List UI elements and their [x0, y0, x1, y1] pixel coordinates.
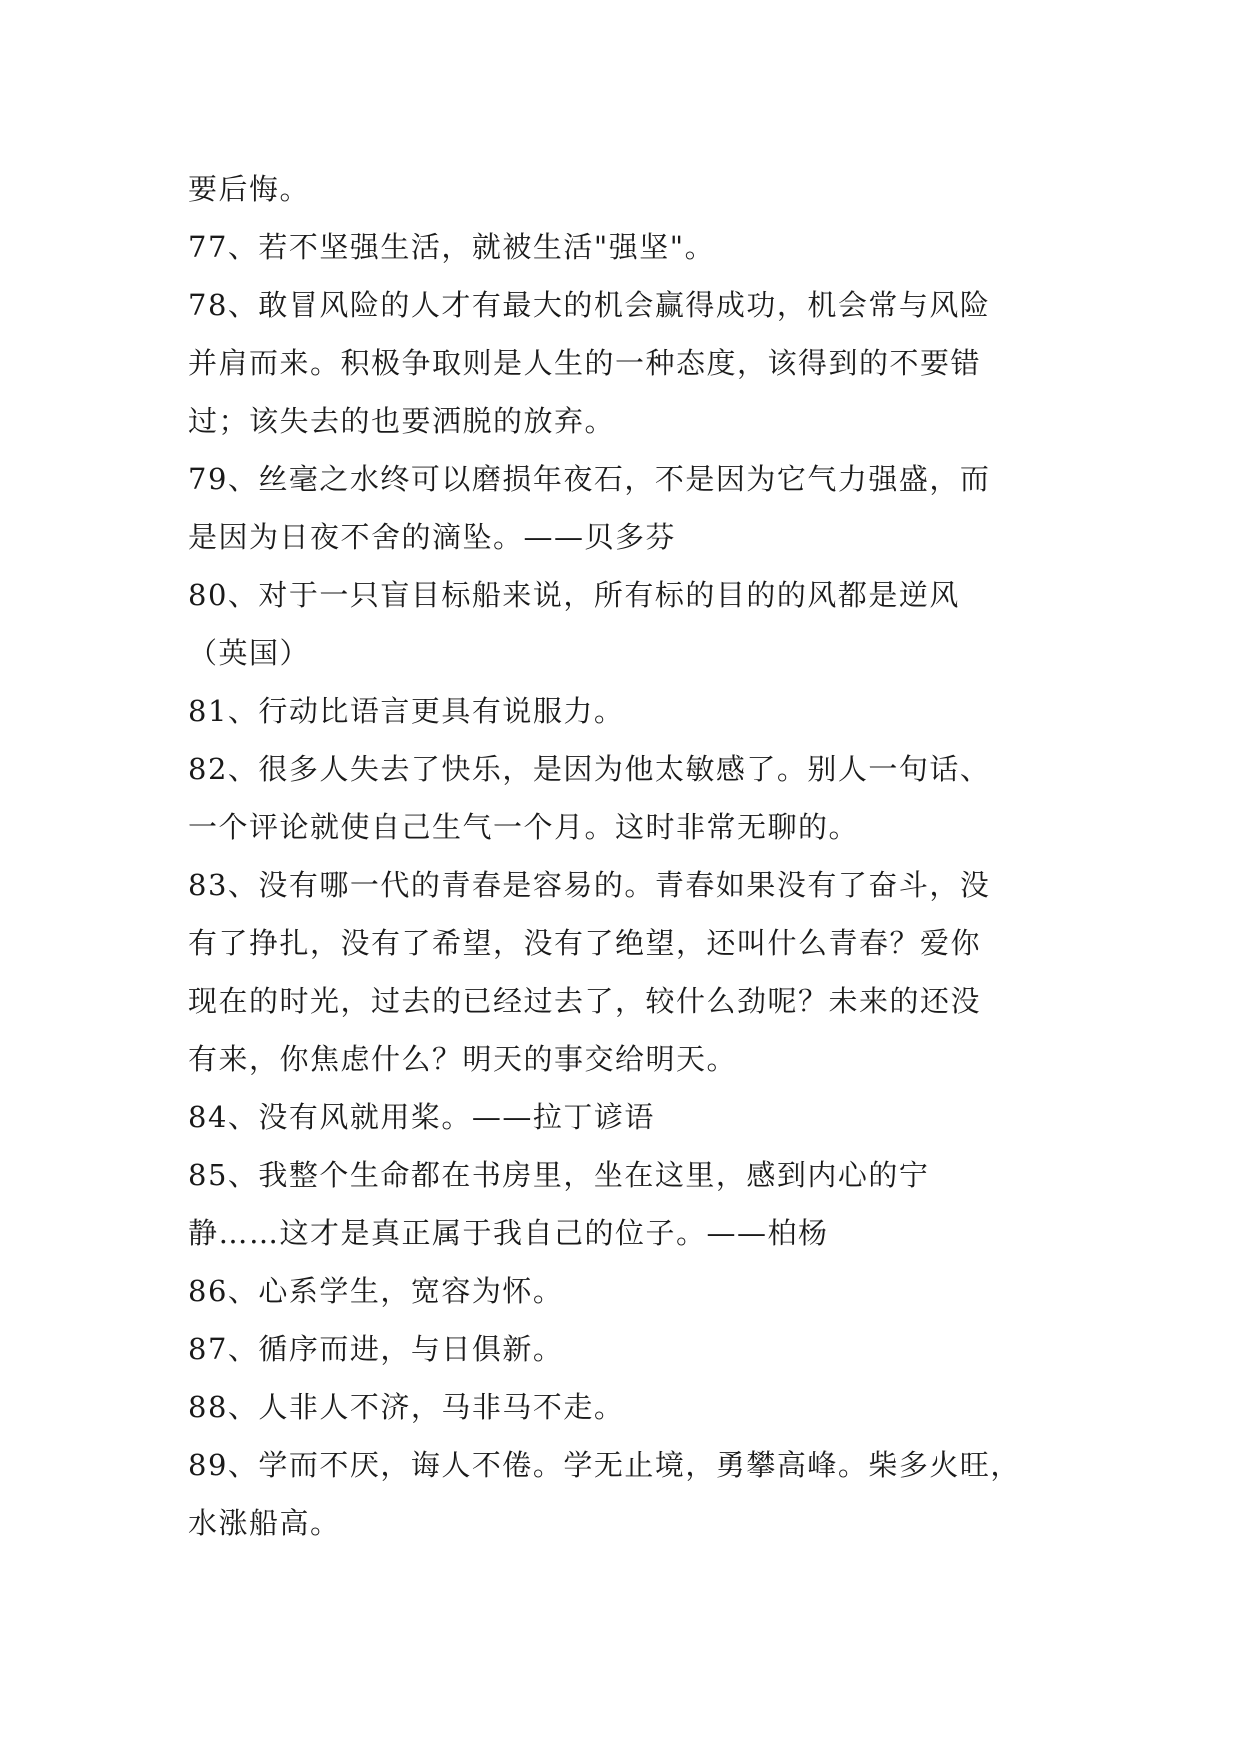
- text-line-23: 89、学而不厌，诲人不倦。学无止境，勇攀高峰。柴多火旺，: [188, 1448, 1021, 1482]
- text-line-11: 82、很多人失去了快乐，是因为他太敏感了。别人一句话、: [188, 752, 991, 786]
- text-line-7: 是因为日夜不舍的滴坠。——贝多芬: [188, 520, 677, 554]
- text-line-16: 有来，你焦虑什么？明天的事交给明天。: [188, 1042, 738, 1076]
- text-line-17: 84、没有风就用桨。——拉丁谚语: [188, 1100, 655, 1134]
- text-line-22: 88、人非人不济，马非马不走。: [188, 1390, 625, 1424]
- text-line-6: 79、丝毫之水终可以磨损年夜石，不是因为它气力强盛，而: [188, 462, 991, 496]
- text-line-21: 87、循序而进，与日俱新。: [188, 1332, 564, 1366]
- text-line-10: 81、行动比语言更具有说服力。: [188, 694, 625, 728]
- text-line-20: 86、心系学生，宽容为怀。: [188, 1274, 564, 1308]
- text-line-24: 水涨船高。: [188, 1506, 341, 1540]
- text-line-15: 现在的时光，过去的已经过去了，较什么劲呢？未来的还没: [188, 984, 982, 1018]
- text-line-12: 一个评论就使自己生气一个月。这时非常无聊的。: [188, 810, 860, 844]
- text-line-14: 有了挣扎，没有了希望，没有了绝望，还叫什么青春？爱你: [188, 926, 982, 960]
- text-body: [188, 160, 1068, 1552]
- text-line-2: 77、若不坚强生活，就被生活"强坚"。: [188, 230, 716, 264]
- text-line-19: 静……这才是真正属于我自己的位子。——柏杨: [188, 1216, 829, 1250]
- text-line-1: 要后悔。: [188, 172, 311, 206]
- text-line-5: 过；该失去的也要洒脱的放弃。: [188, 404, 616, 438]
- text-line-13: 83、没有哪一代的青春是容易的。青春如果没有了奋斗，没: [188, 868, 991, 902]
- text-line-4: 并肩而来。积极争取则是人生的一种态度，该得到的不要错: [188, 346, 982, 380]
- text-line-18: 85、我整个生命都在书房里，坐在这里，感到内心的宁: [188, 1158, 930, 1192]
- text-line-8: 80、对于一只盲目标船来说，所有标的目的的风都是逆风: [188, 578, 960, 612]
- text-line-3: 78、敢冒风险的人才有最大的机会赢得成功，机会常与风险: [188, 288, 991, 322]
- text-line-9: （英国）: [188, 636, 311, 670]
